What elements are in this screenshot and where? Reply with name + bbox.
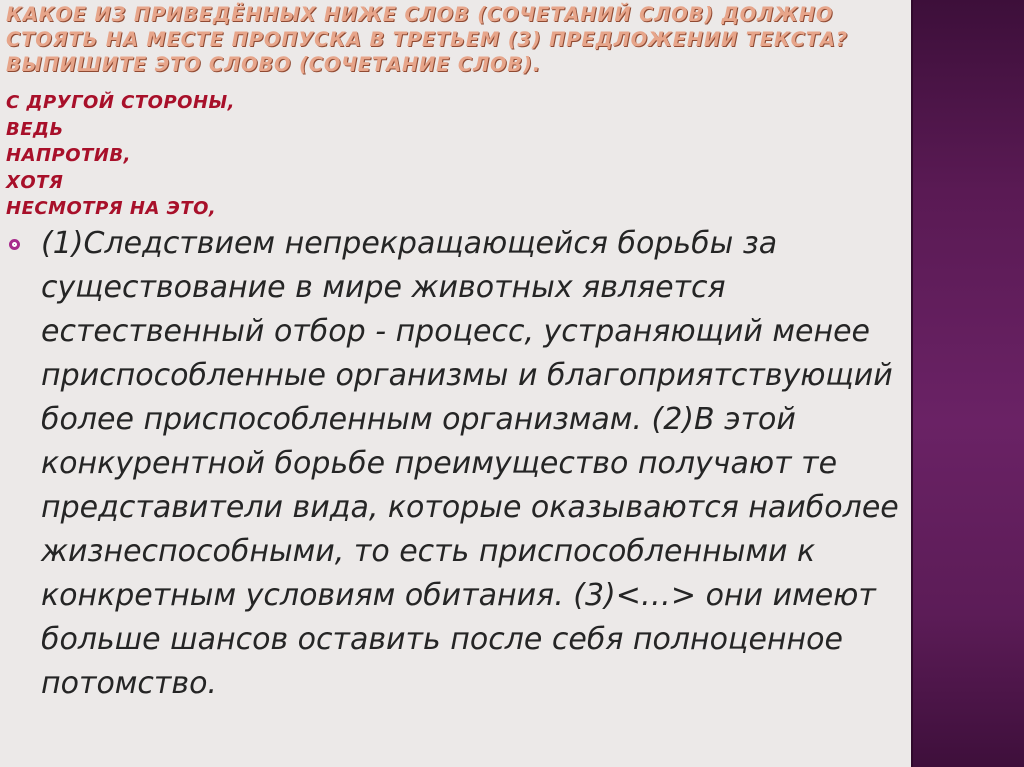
sidebar-divider: [911, 0, 913, 767]
option-item: ХОТЯ: [6, 171, 64, 193]
answer-options: [6, 90, 235, 223]
option-item: НАПРОТИВ,: [6, 145, 131, 166]
option-item: НЕСМОТРЯ НА ЭТО,: [6, 198, 217, 219]
option-item: С ДРУГОЙ СТОРОНЫ,: [6, 92, 236, 113]
bullet-icon: [9, 239, 20, 250]
decorative-sidebar: [913, 0, 1024, 767]
text-passage: (1)Следствием непрекращающейся борьбы за существование в мире животных является естественный отбор - процесс, устраняющий менее приспособленные организмы и благоприятствующий более приспособленным организмам. (2)В этой конкурентной борьбе преимущество получают те представители вида, которые оказываются наиболее жизнеспособными, то есть приспособленными к конкретным условиям обитания. (3)<…> они имеют больше шансов оставить после себя полноценное потомство.: [41, 226, 899, 701]
option-item: ВЕДЬ: [6, 118, 64, 140]
question-title: КАКОЕ ИЗ ПРИВЕДЁННЫХ НИЖЕ СЛОВ (СОЧЕТАНИЙ СЛОВ) ДОЛЖНО СТОЯТЬ НА МЕСТЕ ПРОПУСКА В ТРЕТЬЕМ (3) ПРЕДЛОЖЕНИИ ТЕКСТА? ВЫПИШИТЕ ЭТО СЛОВО (СОЧЕТАНИЕ СЛОВ).: [6, 3, 848, 76]
